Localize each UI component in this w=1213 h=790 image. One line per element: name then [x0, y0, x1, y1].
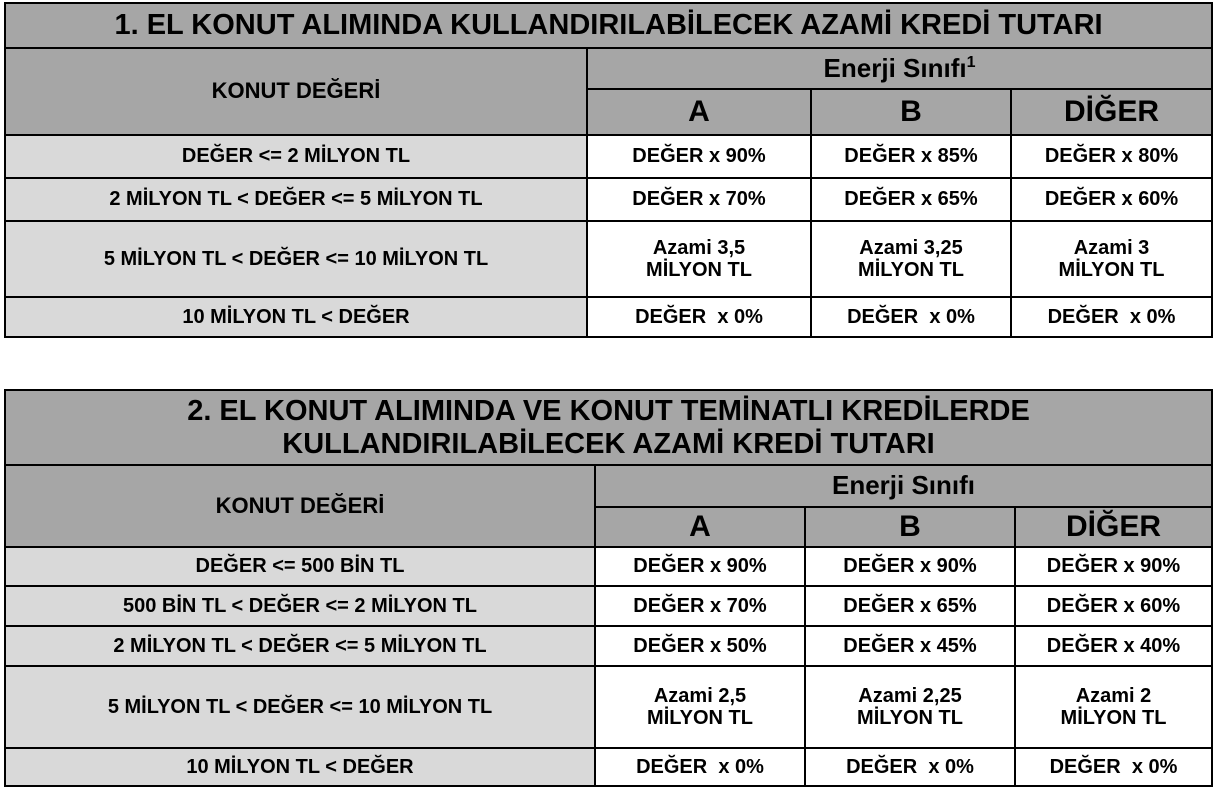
cell-class-a: DEĞER x 0% [595, 748, 805, 786]
cell-class-other: DEĞER x 0% [1011, 297, 1212, 337]
table2-konut-degeri-header: KONUT DEĞERİ [5, 465, 595, 547]
cell-class-other: DEĞER x 0% [1015, 748, 1212, 786]
cell-line: Azami 3,5 [652, 236, 746, 259]
row-label: 500 BİN TL < DEĞER <= 2 MİLYON TL [5, 586, 595, 626]
cell-line: Azami 2,5 [653, 684, 747, 707]
cell-class-b: DEĞER x 45% [805, 626, 1015, 666]
cell-class-a [595, 666, 805, 748]
row-label: 2 MİLYON TL < DEĞER <= 5 MİLYON TL [5, 178, 587, 221]
title-line: 2. EL KONUT ALIMINDA VE KONUT TEMİNATLI KREDİLERDE [187, 395, 1030, 428]
table-row [5, 221, 1212, 297]
table2-energy-class-header: Enerji Sınıfı [595, 465, 1212, 507]
cell-line: MİLYON TL [858, 259, 964, 281]
table-row [5, 547, 1212, 586]
table1-class-other-header: DİĞER [1011, 89, 1212, 135]
cell-line: Azami 3,25 [859, 236, 963, 259]
cell-class-other: DEĞER x 90% [1015, 547, 1212, 586]
cell-class-other [1011, 221, 1212, 297]
table2-class-a-header: A [595, 507, 805, 547]
table2-title [5, 390, 1212, 465]
footnote-marker: 1 [966, 53, 976, 71]
cell-class-b: DEĞER x 90% [805, 547, 1015, 586]
cell-class-other: DEĞER x 40% [1015, 626, 1212, 666]
cell-line: MİLYON TL [646, 259, 752, 281]
cell-class-b [811, 221, 1011, 297]
row-label: 5 MİLYON TL < DEĞER <= 10 MİLYON TL [5, 221, 587, 297]
row-label: DEĞER <= 2 MİLYON TL [5, 135, 587, 178]
row-label: 10 MİLYON TL < DEĞER [5, 748, 595, 786]
cell-line: MİLYON TL [1060, 707, 1167, 729]
row-label: 2 MİLYON TL < DEĞER <= 5 MİLYON TL [5, 626, 595, 666]
cell-class-b [805, 666, 1015, 748]
cell-class-a [587, 221, 811, 297]
table1-title: 1. EL KONUT ALIMINDA KULLANDIRILABİLECEK AZAMİ KREDİ TUTARI [5, 3, 1212, 48]
cell-line: MİLYON TL [857, 707, 963, 729]
energy-header-text: Enerji Sınıfı [823, 52, 967, 83]
cell-class-b: DEĞER x 85% [811, 135, 1011, 178]
row-label: DEĞER <= 500 BİN TL [5, 547, 595, 586]
table-row [5, 178, 1212, 221]
title-line: KULLANDIRILABİLECEK AZAMİ KREDİ TUTARI [282, 427, 935, 460]
cell-class-a: DEĞER x 90% [587, 135, 811, 178]
cell-class-other: DEĞER x 60% [1015, 586, 1212, 626]
table-row [5, 666, 1212, 748]
cell-class-other: DEĞER x 60% [1011, 178, 1212, 221]
cell-class-b: DEĞER x 65% [811, 178, 1011, 221]
cell-line: MİLYON TL [1058, 259, 1165, 281]
table-row [5, 586, 1212, 626]
row-label: 5 MİLYON TL < DEĞER <= 10 MİLYON TL [5, 666, 595, 748]
cell-class-other [1015, 666, 1212, 748]
cell-line: Azami 2,25 [858, 684, 962, 707]
table2-class-other-header: DİĞER [1015, 507, 1212, 547]
cell-class-other: DEĞER x 80% [1011, 135, 1212, 178]
table-row [5, 297, 1212, 337]
cell-class-a: DEĞER x 90% [595, 547, 805, 586]
cell-class-a: DEĞER x 70% [595, 586, 805, 626]
table-row [5, 135, 1212, 178]
table1-energy-class-header [587, 48, 1212, 89]
table1-class-b-header: B [811, 89, 1011, 135]
cell-class-b: DEĞER x 65% [805, 586, 1015, 626]
cell-class-b: DEĞER x 0% [805, 748, 1015, 786]
cell-line: MİLYON TL [647, 707, 753, 729]
cell-class-a: DEĞER x 50% [595, 626, 805, 666]
row-label: 10 MİLYON TL < DEĞER [5, 297, 587, 337]
table1-class-a-header: A [587, 89, 811, 135]
cell-line: Azami 3 [1073, 236, 1150, 259]
table-row [5, 626, 1212, 666]
table2-class-b-header: B [805, 507, 1015, 547]
loan-table-second-hand [4, 389, 1213, 787]
cell-class-a: DEĞER x 0% [587, 297, 811, 337]
table-row [5, 748, 1212, 786]
cell-class-a: DEĞER x 70% [587, 178, 811, 221]
cell-line: Azami 2 [1075, 684, 1152, 707]
loan-table-first-hand [4, 2, 1213, 338]
cell-class-b: DEĞER x 0% [811, 297, 1011, 337]
table1-konut-degeri-header: KONUT DEĞERİ [5, 48, 587, 135]
